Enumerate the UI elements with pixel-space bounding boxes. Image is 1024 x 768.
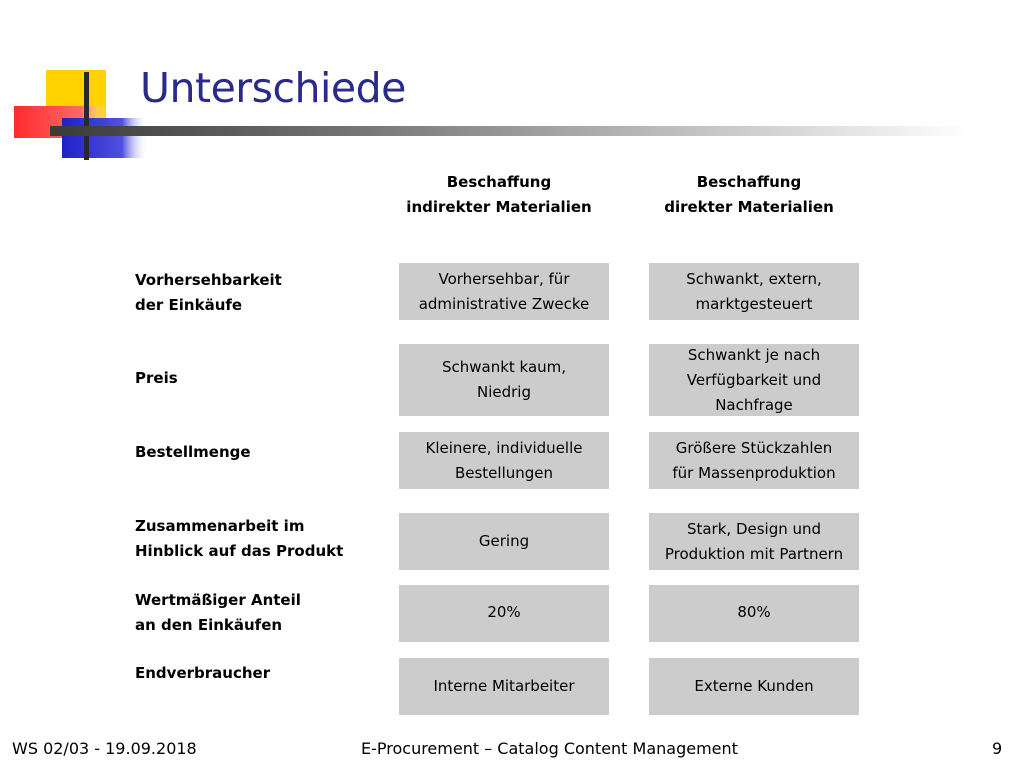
- title-divider: [50, 126, 970, 136]
- slide-logo-icon: [0, 0, 150, 170]
- row-label-order-quantity: Bestellmenge: [135, 443, 251, 461]
- footer-date: WS 02/03 - 19.09.2018: [12, 739, 197, 758]
- cell-end-user-direct: Externe Kunden: [649, 658, 859, 715]
- cell-predictability-direct: Schwankt, extern, marktgesteuert: [649, 263, 859, 320]
- row-label-value-share: Wertmäßiger Anteil an den Einkäufen: [135, 591, 301, 634]
- row-label-price: Preis: [135, 369, 178, 387]
- cell-price-direct: Schwankt je nach Verfügbarkeit und Nachfrage: [649, 344, 859, 416]
- row-label-predictability: Vorhersehbarkeit der Einkäufe: [135, 271, 282, 314]
- footer-page-number: 9: [992, 739, 1003, 758]
- footer-title: E-Procurement – Catalog Content Management: [361, 739, 738, 758]
- cell-order-quantity-direct: Größere Stückzahlen für Massenproduktion: [649, 432, 859, 489]
- slide-title: Unterschiede: [140, 64, 406, 112]
- cell-collaboration-direct: Stark, Design und Produktion mit Partnern: [649, 513, 859, 570]
- row-label-end-user: Endverbraucher: [135, 664, 271, 682]
- cell-collaboration-indirect: Gering: [399, 513, 609, 570]
- row-label-collaboration: Zusammenarbeit im Hinblick auf das Produkt: [135, 517, 344, 560]
- column-header-direct-text: Beschaffung direkter Materialien: [664, 173, 834, 216]
- column-header-indirect: [379, 170, 619, 220]
- cell-value-share-indirect: 20%: [399, 585, 609, 642]
- column-header-indirect-text: Beschaffung indirekter Materialien: [406, 173, 592, 216]
- cell-end-user-indirect: Interne Mitarbeiter: [399, 658, 609, 715]
- column-header-direct: [629, 170, 869, 220]
- cell-price-indirect: Schwankt kaum, Niedrig: [399, 344, 609, 416]
- cell-value-share-direct: 80%: [649, 585, 859, 642]
- cell-predictability-indirect: Vorhersehbar, für administrative Zwecke: [399, 263, 609, 320]
- cell-order-quantity-indirect: Kleinere, individuelle Bestellungen: [399, 432, 609, 489]
